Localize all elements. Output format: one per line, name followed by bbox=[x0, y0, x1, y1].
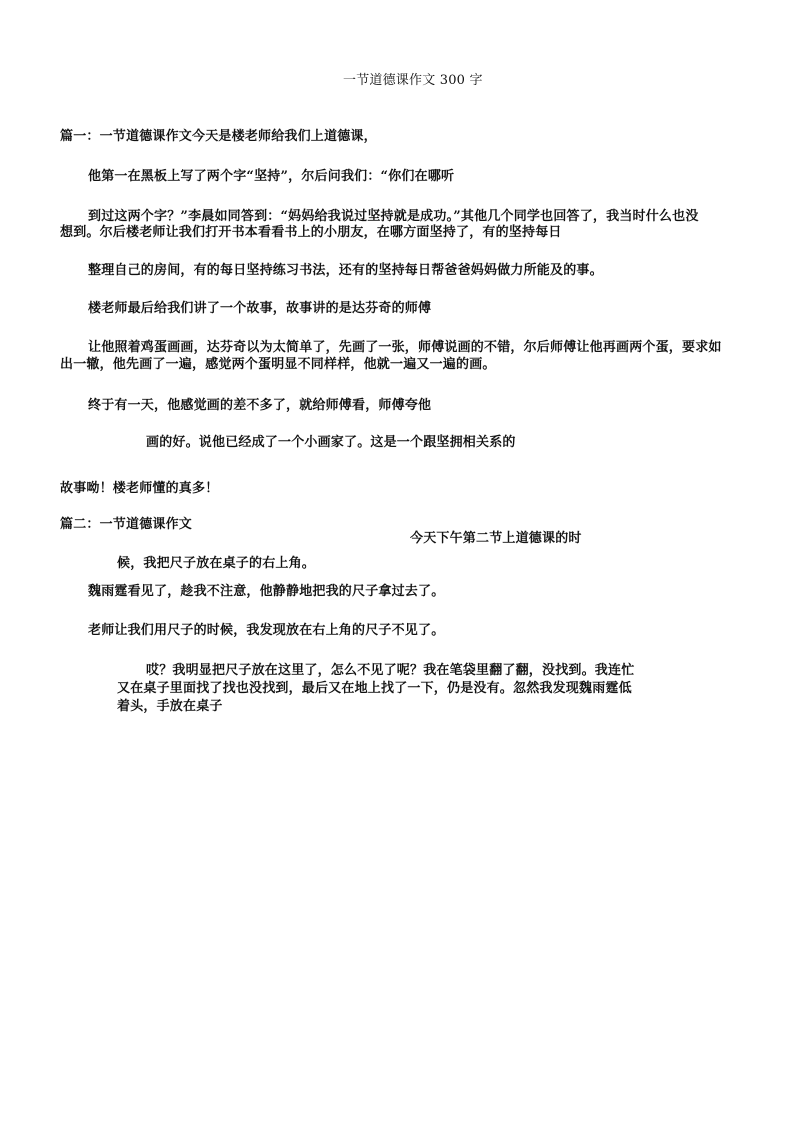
essay2-line: 候，我把尺子放在桌子的右上角。 bbox=[117, 556, 316, 571]
essay1-line: 想到。尔后楼老师让我们打开书本看看书上的小朋友，在哪方面坚持了，有的坚持每日 bbox=[60, 225, 562, 240]
essay1-line: 画的好。说他已经成了一个小画家了。这是一个跟坚拥相关系的 bbox=[146, 435, 516, 450]
essay1-heading: 篇一：一节道德课作文今天是楼老师给我们上道德课， bbox=[60, 129, 377, 144]
essay2-line: 又在桌子里面找了找也没找到，最后又在地上找了一下，仍是没有。忽然我发现魏雨霆低 bbox=[117, 681, 632, 696]
essay1-line: 终于有一天，他感觉画的差不多了，就给师傅看，师傅夸他 bbox=[88, 398, 432, 413]
essay2-line: 着头，手放在桌子 bbox=[117, 699, 223, 714]
essay1-line: 让他照着鸡蛋画画，达芬奇以为太简单了，先画了一张，师傅说画的不错，尔后师傅让他再画两个蛋，要求如 bbox=[88, 340, 722, 355]
essay2-heading: 篇二：一节道德课作文 bbox=[60, 517, 193, 532]
essay2-line: 老师让我们用尺子的时候，我发现放在右上角的尺子不见了。 bbox=[88, 623, 445, 638]
essay2-line: 哎？我明显把尺子放在这里了，怎么不见了呢？我在笔袋里翻了翻，没找到。我连忙 bbox=[146, 663, 635, 678]
essay2-line: 今天下午第二节上道德课的时 bbox=[410, 531, 582, 546]
essay1-line: 整理自己的房间，有的每日坚持练习书法，还有的坚持每日帮爸爸妈妈做力所能及的事。 bbox=[88, 263, 603, 278]
essay1-line: 故事呦！楼老师懂的真多！ bbox=[60, 481, 219, 496]
essay1-line: 楼老师最后给我们讲了一个故事，故事讲的是达芬奇的师傅 bbox=[88, 301, 432, 316]
essay2-line: 魏雨霆看见了，趁我不注意，他静静地把我的尺子拿过去了。 bbox=[88, 584, 445, 599]
essay1-line: 他第一在黑板上写了两个字“坚持”，尔后问我们：“你们在哪听 bbox=[88, 169, 455, 184]
document-title: 一节道德课作文 300 字 bbox=[343, 73, 483, 88]
essay1-line: 到过这两个字？”李晨如同答到：“妈妈给我说过坚持就是成功。”其他几个同学也回答了，我当时什么也没 bbox=[88, 209, 699, 224]
essay1-line: 出一辙，他先画了一遍，感觉两个蛋明显不同样样，他就一遍又一遍的画。 bbox=[60, 357, 496, 372]
